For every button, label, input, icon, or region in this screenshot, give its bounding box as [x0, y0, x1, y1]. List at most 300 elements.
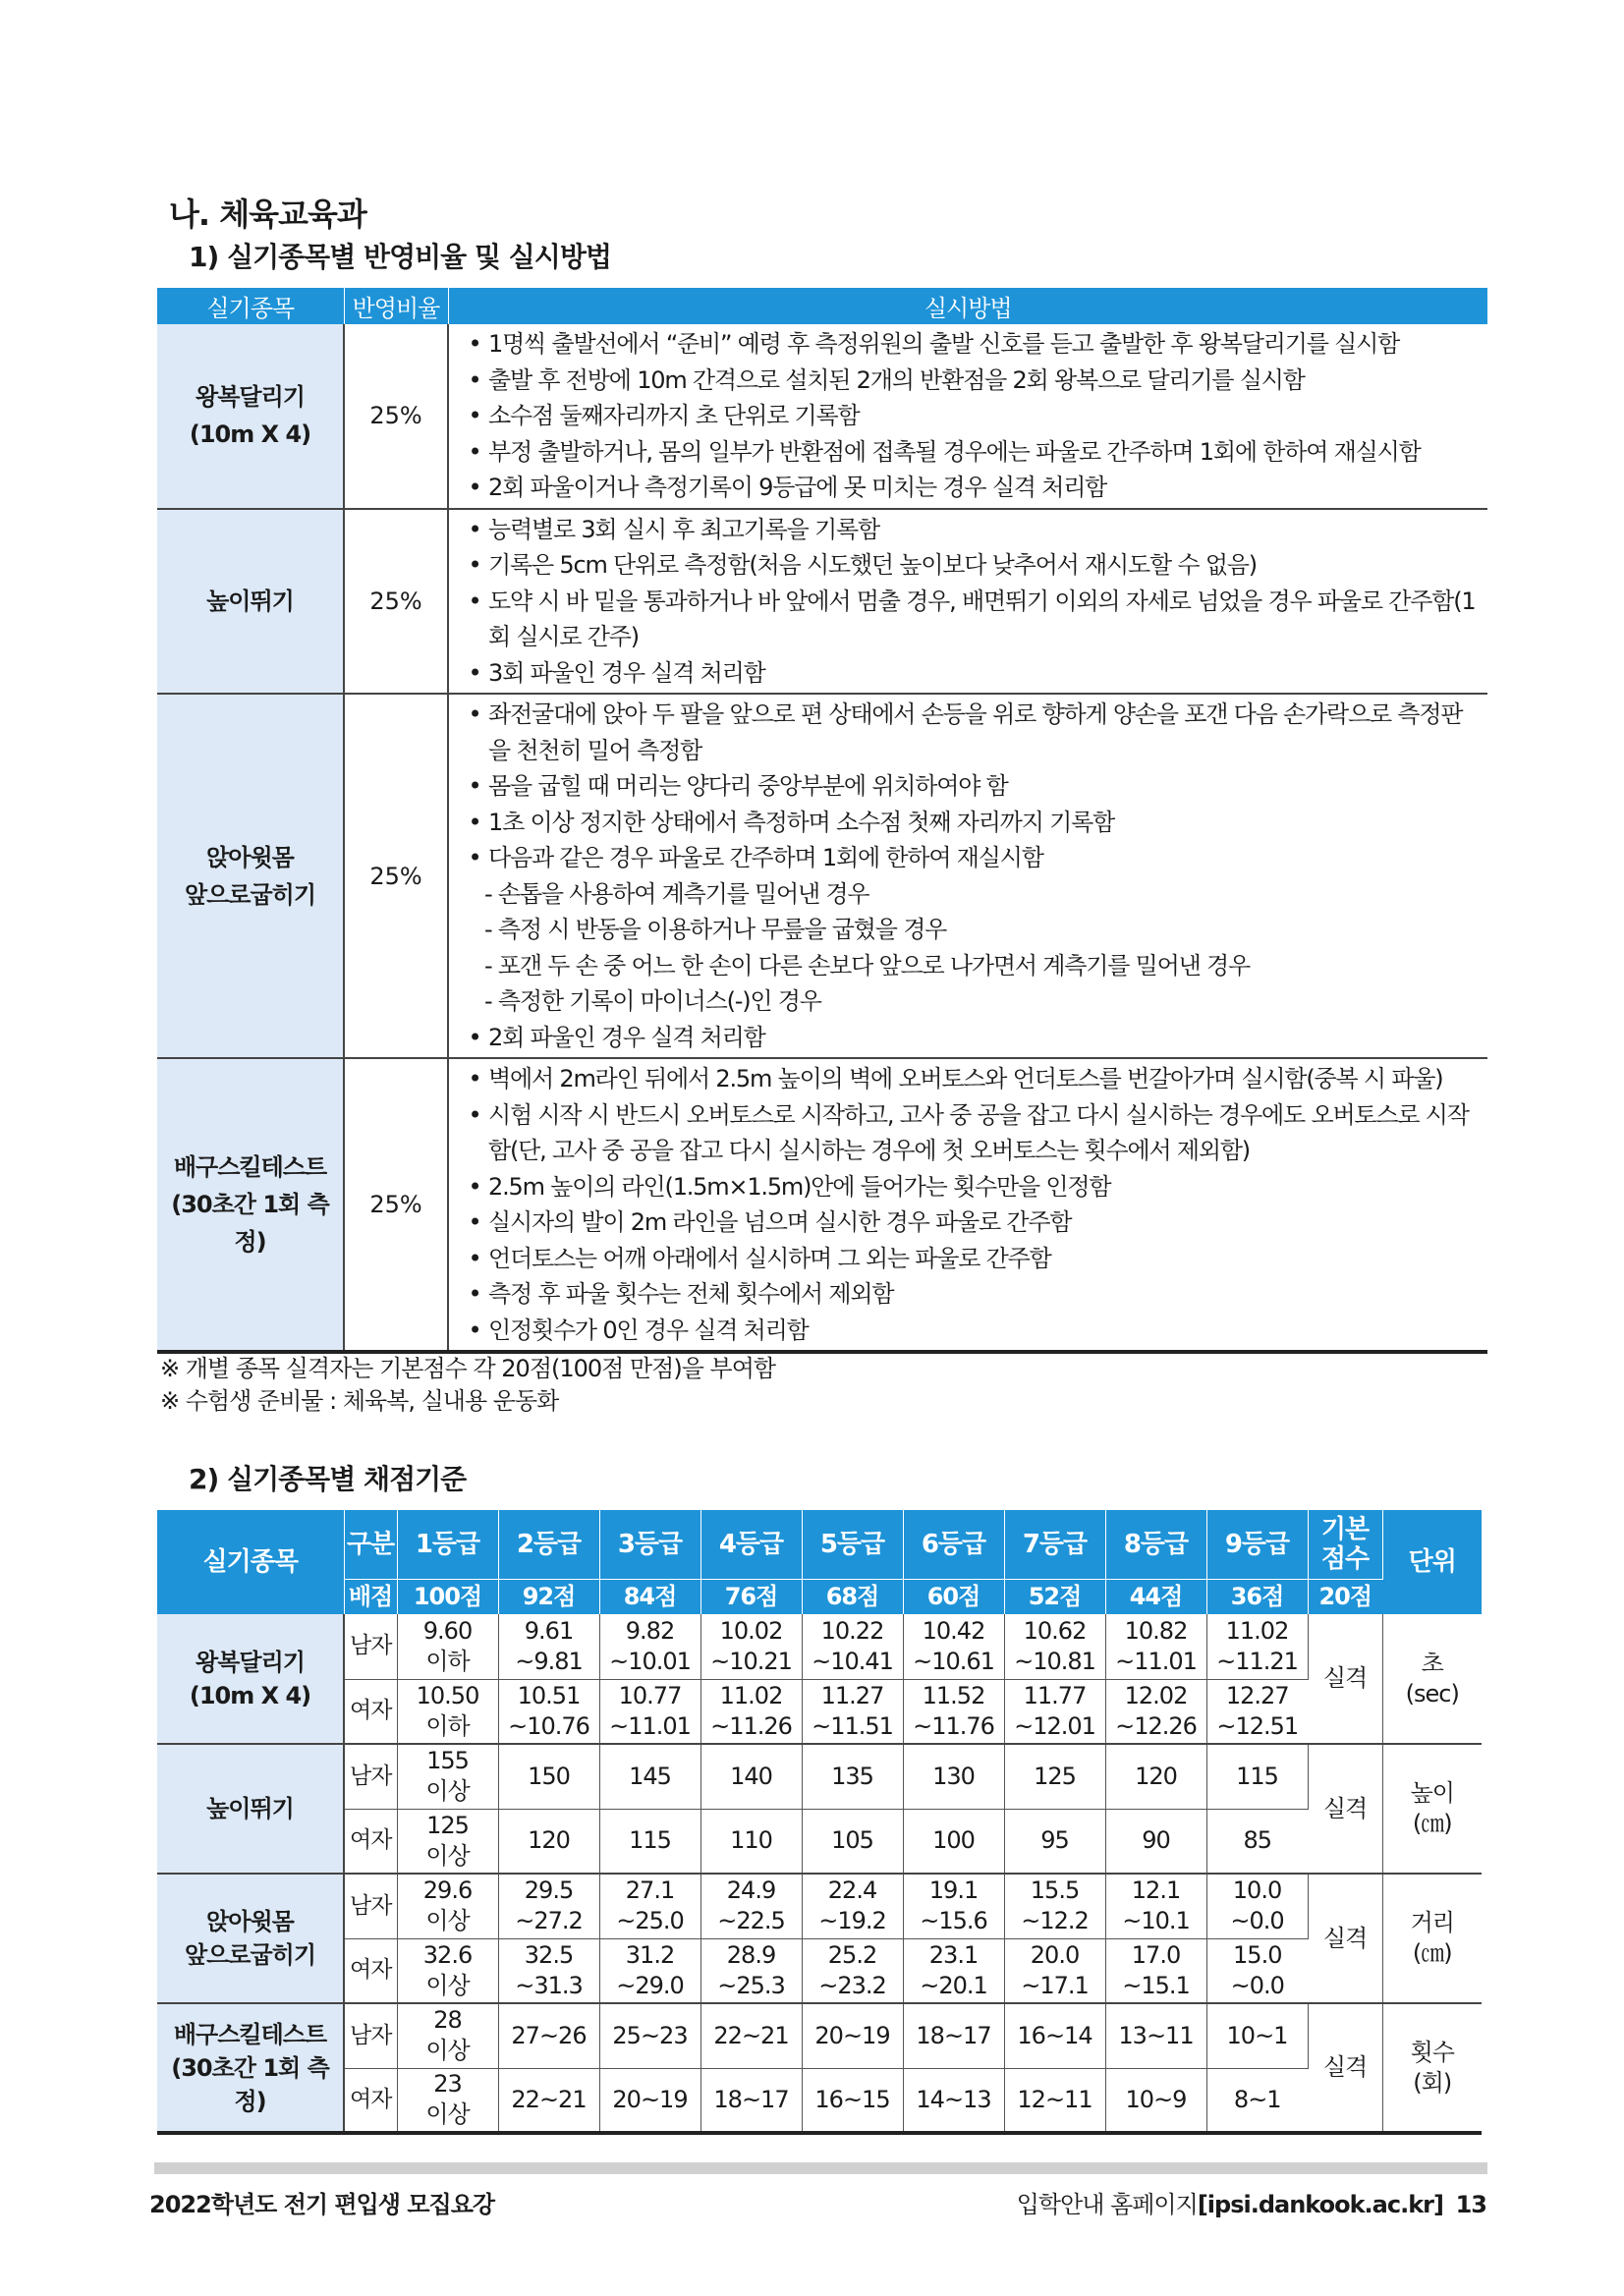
methods-table	[157, 288, 1487, 1354]
grade-cell	[1004, 2068, 1105, 2133]
base-score: 실격	[1308, 2003, 1382, 2133]
grade-cell	[1206, 2068, 1308, 2133]
grade-value: 이상	[425, 2100, 470, 2129]
grade-value: 16~14	[1017, 2021, 1092, 2049]
grade-value: 10.42	[922, 1616, 985, 1645]
sex-label: 남자	[344, 1874, 397, 1938]
grade-value: 12.1	[1131, 1876, 1181, 1905]
subsection-title-scoring: 2) 실기종목별 채점기준	[189, 1463, 467, 1495]
event-name-line: (10m X 4)	[189, 420, 311, 449]
grade-cell	[397, 1679, 498, 1744]
grade-cell	[1105, 1744, 1206, 1809]
grade-value: 9.61	[524, 1616, 574, 1645]
grade-value: 32.5	[524, 1940, 574, 1969]
base-score: 실격	[1308, 1614, 1382, 1744]
grade-cell	[903, 2068, 1004, 2133]
header-method: 실시방법	[448, 288, 1487, 324]
grade-value: ~11.01	[609, 1711, 691, 1740]
grade-value: 115	[629, 1826, 671, 1855]
unit-cell	[1382, 1614, 1482, 1744]
grade-value: ~23.2	[818, 1971, 886, 1999]
grade-cell	[802, 2068, 903, 2133]
scoring-header-grades	[157, 1510, 1482, 1579]
subsection-title-methods: 1) 실기종목별 반영비율 및 실시방법	[189, 241, 611, 273]
notes	[160, 1353, 775, 1418]
scoring-row	[157, 1938, 1482, 2003]
footer-site-url[interactable]: [ipsi.dankook.ac.kr]	[1197, 2191, 1443, 2218]
grade-cell	[498, 1614, 599, 1679]
method-bullet: • 언더토스는 어깨 아래에서 실시하며 그 외는 파울로 간주함	[461, 1241, 1478, 1277]
grade-cell	[1004, 1614, 1105, 1679]
event-name	[157, 324, 344, 509]
header-points: 36점	[1206, 1579, 1308, 1614]
method-row	[157, 694, 1487, 1058]
footer-site-label: 입학안내 홈페이지	[1016, 2191, 1198, 2218]
scoring-row	[157, 2068, 1482, 2133]
method-bullet: • 능력별로 3회 실시 후 최고기록을 기록함	[461, 512, 1478, 548]
grade-value: 10.62	[1023, 1616, 1087, 1645]
grade-value: 14~13	[916, 2085, 991, 2113]
grade-cell	[1004, 1744, 1105, 1809]
scoring-row	[157, 1679, 1482, 1744]
grade-cell	[1004, 2003, 1105, 2068]
grade-cell	[599, 1809, 700, 1874]
method-sub-item: - 포갠 두 손 중 어느 한 손이 다른 손보다 앞으로 나가면서 계측기를 밀어낸 경우	[484, 951, 1250, 980]
method-bullet: • 2회 파울인 경우 실격 처리함	[461, 1020, 1478, 1056]
grade-cell	[903, 1679, 1004, 1744]
grade-cell	[1206, 1938, 1308, 2003]
grade-value: ~10.21	[710, 1647, 792, 1675]
method-row	[157, 509, 1487, 695]
grade-cell	[802, 2003, 903, 2068]
header-grade: 6등급	[903, 1510, 1004, 1579]
event-name-line: 앞으로굽히기	[184, 880, 316, 909]
grade-value: 10.82	[1124, 1616, 1188, 1645]
grade-cell	[1105, 1679, 1206, 1744]
grade-value: 22~21	[511, 2085, 587, 2113]
header-points: 52점	[1004, 1579, 1105, 1614]
method-row	[157, 324, 1487, 509]
grade-value: 이상	[425, 2037, 470, 2065]
event-name-line: 배구스킬테스트	[173, 2020, 327, 2048]
grade-value: 9.60	[422, 1616, 473, 1645]
scoring-row	[157, 1809, 1482, 1874]
section-title: 나. 체육교육과	[169, 196, 366, 233]
scoring-row	[157, 1614, 1482, 1679]
header-points: 84점	[599, 1579, 700, 1614]
grade-value: 20~19	[612, 2085, 688, 2113]
unit-cell	[1382, 1874, 1482, 2003]
grade-cell	[599, 2003, 700, 2068]
event-name-line: 왕복달리기	[196, 383, 305, 412]
grade-cell	[1105, 1614, 1206, 1679]
method-bullet: • 소수점 둘째자리까지 초 단위로 기록함	[461, 398, 1478, 434]
unit-line: (㎝)	[1412, 1939, 1452, 1967]
event-name-line: 왕복달리기	[196, 1648, 305, 1676]
grade-value: 22.4	[827, 1876, 877, 1905]
header-points: 68점	[802, 1579, 903, 1614]
header-event: 실기종목	[157, 1510, 344, 1614]
grade-cell	[1206, 2003, 1308, 2068]
event-name	[157, 1744, 344, 1874]
grade-value: ~10.61	[913, 1647, 994, 1675]
grade-value: 22~21	[713, 2021, 789, 2049]
grade-value: ~29.0	[616, 1971, 684, 1999]
grade-value: 18~17	[713, 2085, 789, 2113]
grade-value: 150	[528, 1762, 570, 1790]
event-name	[157, 1614, 344, 1744]
grade-cell	[802, 1679, 903, 1744]
grade-value: 12.02	[1124, 1681, 1188, 1709]
event-name	[157, 1058, 344, 1352]
grade-cell	[599, 1744, 700, 1809]
grade-cell	[498, 1744, 599, 1809]
grade-value: 105	[831, 1826, 873, 1855]
header-grade: 9등급	[1206, 1510, 1308, 1579]
header-points: 60점	[903, 1579, 1004, 1614]
grade-cell	[903, 2003, 1004, 2068]
event-name-line: 앞으로굽히기	[184, 1941, 316, 1969]
header-grade: 4등급	[700, 1510, 802, 1579]
grade-value: ~15.6	[920, 1907, 987, 1935]
header-base-points: 20점	[1308, 1579, 1382, 1614]
grade-cell	[397, 2003, 498, 2068]
unit-line: 초	[1421, 1649, 1443, 1677]
method-bullet: • 도약 시 바 밑을 통과하거나 바 앞에서 멈출 경우, 배면뛰기 이외의 자세로 넘었을 경우 파울로 간주함(1회 실시로 간주)	[461, 584, 1478, 655]
grade-value: ~11.26	[710, 1711, 792, 1740]
grade-value: 29.6	[422, 1876, 473, 1905]
grade-value: 125	[1034, 1762, 1076, 1790]
grade-value: 25.2	[827, 1940, 877, 1969]
grade-value: 28.9	[726, 1940, 776, 1969]
grade-value: 29.5	[524, 1876, 574, 1905]
grade-value: ~10.1	[1122, 1907, 1190, 1935]
grade-value: ~0.0	[1230, 1907, 1284, 1935]
event-name	[157, 694, 344, 1058]
grade-value: 20~19	[814, 2021, 890, 2049]
grade-cell	[1105, 1809, 1206, 1874]
grade-value: 32.6	[422, 1940, 473, 1969]
scoring-table	[157, 1510, 1482, 2135]
grade-cell	[397, 1874, 498, 1938]
base-score: 실격	[1308, 1744, 1382, 1874]
grade-value: 135	[831, 1762, 873, 1790]
grade-cell	[1206, 1614, 1308, 1679]
header-points: 76점	[700, 1579, 802, 1614]
grade-cell	[1105, 1938, 1206, 2003]
grade-value: 25~23	[612, 2021, 688, 2049]
grade-value: ~15.1	[1122, 1971, 1190, 1999]
sex-label: 여자	[344, 2068, 397, 2133]
grade-value: 145	[629, 1762, 671, 1790]
grade-cell	[599, 2068, 700, 2133]
method-sub-item: - 손톱을 사용하여 계측기를 밀어낸 경우	[484, 879, 869, 908]
grade-cell	[498, 1679, 599, 1744]
grade-value: ~11.01	[1115, 1647, 1197, 1675]
grade-cell	[498, 2068, 599, 2133]
sex-label: 여자	[344, 1679, 397, 1744]
grade-value: ~10.41	[812, 1647, 893, 1675]
grade-value: ~11.21	[1216, 1647, 1298, 1675]
grade-value: ~17.1	[1021, 1971, 1089, 1999]
unit-line: (㎝)	[1412, 1810, 1452, 1837]
grade-cell	[1206, 1874, 1308, 1938]
base-score: 실격	[1308, 1874, 1382, 2003]
grade-cell	[397, 1744, 498, 1809]
grade-cell	[397, 1938, 498, 2003]
ratio-value: 25%	[344, 324, 448, 509]
method-bullet: • 실시자의 발이 2m 라인을 넘으며 실시한 경우 파울로 간주함	[461, 1204, 1478, 1241]
scoring-header-points	[157, 1579, 1482, 1614]
unit-cell	[1382, 2003, 1482, 2133]
grade-value: 11.27	[820, 1681, 884, 1709]
grade-cell	[700, 1938, 802, 2003]
grade-value: 9.82	[625, 1616, 675, 1645]
grade-cell	[802, 1874, 903, 1938]
event-name-line: 앉아윗몸	[206, 843, 294, 871]
grade-value: ~19.2	[818, 1907, 886, 1935]
grade-cell	[802, 1809, 903, 1874]
method-row	[157, 1058, 1487, 1352]
grade-cell	[599, 1874, 700, 1938]
method-list	[448, 324, 1487, 509]
header-grade: 3등급	[599, 1510, 700, 1579]
grade-value: 이하	[425, 1647, 470, 1675]
grade-value: ~25.0	[616, 1907, 684, 1935]
method-bullet: • 기록은 5cm 단위로 측정함(처음 시도했던 높이보다 낮추어서 재시도할 수 없음)	[461, 547, 1478, 584]
grade-value: ~11.51	[812, 1711, 893, 1740]
event-name-line: 높이뛰기	[206, 1795, 294, 1822]
grade-cell	[397, 1809, 498, 1874]
grade-cell	[397, 2068, 498, 2133]
sex-label: 여자	[344, 1938, 397, 2003]
grade-value: 90	[1142, 1826, 1170, 1855]
header-points: 44점	[1105, 1579, 1206, 1614]
footer-title: 2022학년도 전기 편입생 모집요강	[149, 2191, 495, 2218]
grade-cell	[1105, 2068, 1206, 2133]
event-name-line: (10m X 4)	[189, 1681, 311, 1709]
grade-cell	[1105, 1874, 1206, 1938]
method-bullet: • 1초 이상 정지한 상태에서 측정하며 소수점 첫째 자리까지 기록함	[461, 805, 1478, 841]
grade-value: ~0.0	[1230, 1971, 1284, 1999]
event-name	[157, 1874, 344, 2003]
method-list	[448, 1058, 1487, 1352]
grade-value: ~25.3	[717, 1971, 785, 1999]
grade-value: 155	[426, 1747, 469, 1775]
scoring-row	[157, 1744, 1482, 1809]
grade-value: 95	[1040, 1826, 1069, 1855]
grade-value: 10.51	[517, 1681, 581, 1709]
grade-value: ~12.2	[1021, 1907, 1089, 1935]
grade-value: 10.50	[416, 1681, 479, 1709]
sex-label: 남자	[344, 1614, 397, 1679]
grade-value: 이상	[425, 1777, 470, 1806]
method-bullet: • 좌전굴대에 앉아 두 팔을 앞으로 편 상태에서 손등을 위로 향하게 양손을 포갠 다음 손가락으로 측정판을 천천히 밀어 측정함	[461, 697, 1478, 768]
grade-value: 이상	[425, 1841, 470, 1870]
method-bullet: • 부정 출발하거나, 몸의 일부가 반환점에 접촉될 경우에는 파울로 간주하며 1회에 한하여 재실시함	[461, 434, 1478, 471]
header-unit: 단위	[1382, 1510, 1482, 1614]
ratio-value: 25%	[344, 1058, 448, 1352]
sex-label: 여자	[344, 1809, 397, 1874]
footer-site	[1017, 2185, 1486, 2219]
grade-cell	[700, 1809, 802, 1874]
methods-table-header	[157, 288, 1487, 324]
grade-value: ~9.81	[515, 1647, 583, 1675]
grade-value: 13~11	[1118, 2021, 1194, 2049]
grade-cell	[1004, 1679, 1105, 1744]
header-grade: 8등급	[1105, 1510, 1206, 1579]
grade-cell	[700, 1679, 802, 1744]
grade-value: 110	[730, 1826, 772, 1855]
grade-value: 27~26	[511, 2021, 587, 2049]
grade-value: 20.0	[1030, 1940, 1080, 1969]
grade-value: 10.77	[618, 1681, 682, 1709]
grade-value: 이상	[425, 1971, 470, 1999]
grade-value: 18~17	[916, 2021, 991, 2049]
grade-cell	[397, 1614, 498, 1679]
event-name	[157, 2003, 344, 2133]
header-points: 100점	[397, 1579, 498, 1614]
grade-cell	[1206, 1744, 1308, 1809]
grade-value: ~12.01	[1014, 1711, 1095, 1740]
grade-value: 이하	[425, 1711, 470, 1740]
grade-value: ~22.5	[717, 1907, 785, 1935]
grade-cell	[498, 1938, 599, 2003]
scoring-row	[157, 2003, 1482, 2068]
grade-value: 10.22	[820, 1616, 884, 1645]
method-bullet: • 벽에서 2m라인 뒤에서 2.5m 높이의 벽에 오버토스와 언더토스를 번갈아가며 실시함(중복 시 파울)	[461, 1061, 1478, 1097]
method-bullet: • 인정횟수가 0인 경우 실격 처리함	[461, 1313, 1478, 1349]
method-list	[448, 509, 1487, 695]
grade-value: 19.1	[928, 1876, 979, 1905]
method-list	[448, 694, 1487, 1058]
event-name-line: (30초간 1회 측정)	[171, 1191, 329, 1256]
method-bullet: • 측정 후 파울 횟수는 전체 횟수에서 제외함	[461, 1276, 1478, 1313]
header-points: 92점	[498, 1579, 599, 1614]
grade-cell	[498, 1809, 599, 1874]
grade-value: 130	[932, 1762, 975, 1790]
method-bullet: • 출발 후 전방에 10m 간격으로 설치된 2개의 반환점을 2회 왕복으로 달리기를 실시함	[461, 363, 1478, 399]
header-grade: 5등급	[802, 1510, 903, 1579]
scoring-row	[157, 1874, 1482, 1938]
ratio-value: 25%	[344, 509, 448, 695]
grade-value: 15.0	[1233, 1940, 1282, 1969]
grade-value: 28	[433, 2006, 462, 2035]
grade-cell	[903, 1938, 1004, 2003]
grade-cell	[1004, 1938, 1105, 2003]
grade-cell	[1105, 2003, 1206, 2068]
grade-value: ~12.26	[1115, 1711, 1197, 1740]
grade-value: 11.02	[1225, 1616, 1289, 1645]
method-bullet: • 3회 파울인 경우 실격 처리함	[461, 655, 1478, 692]
ratio-value: 25%	[344, 694, 448, 1058]
sex-label: 남자	[344, 2003, 397, 2068]
grade-cell	[802, 1744, 903, 1809]
header-gubun: 구분	[344, 1510, 397, 1579]
method-bullet: • 1명씩 출발선에서 “준비” 예령 후 측정위원의 출발 신호를 듣고 출발한 후 왕복달리기를 실시함	[461, 326, 1478, 363]
event-name	[157, 509, 344, 695]
grade-value: 17.0	[1131, 1940, 1181, 1969]
method-sub-item: - 측정한 기록이 마이너스(-)인 경우	[484, 987, 821, 1015]
header-ratio: 반영비율	[344, 288, 448, 324]
grade-value: 120	[1135, 1762, 1177, 1790]
grade-value: 이상	[425, 1907, 470, 1935]
grade-value: 10.02	[719, 1616, 783, 1645]
grade-cell	[1206, 1809, 1308, 1874]
unit-line: (회)	[1413, 2068, 1452, 2097]
grade-value: 100	[932, 1826, 975, 1855]
grade-value: ~12.51	[1216, 1711, 1299, 1740]
grade-value: 12.27	[1225, 1681, 1289, 1709]
grade-cell	[700, 1614, 802, 1679]
note-line: ※ 수험생 준비물 : 체육복, 실내용 운동화	[160, 1387, 559, 1415]
method-bullet: • 2.5m 높이의 라인(1.5m×1.5m)안에 들어가는 횟수만을 인정함	[461, 1169, 1478, 1205]
grade-value: 11.52	[922, 1681, 985, 1709]
unit-line: 횟수	[1410, 2038, 1454, 2066]
header-event: 실기종목	[157, 288, 344, 324]
grade-cell	[903, 1744, 1004, 1809]
method-bullet: • 몸을 굽힐 때 머리는 양다리 중앙부분에 위치하여야 함	[461, 768, 1478, 805]
header-baejeom: 배점	[344, 1579, 397, 1614]
grade-cell	[498, 1874, 599, 1938]
event-name-line: (30초간 1회 측정)	[171, 2053, 329, 2115]
method-sub-item: - 측정 시 반동을 이용하거나 무릎을 굽혔을 경우	[484, 916, 947, 943]
grade-cell	[700, 1744, 802, 1809]
grade-value: 115	[1236, 1762, 1278, 1790]
grade-value: ~20.1	[920, 1971, 987, 1999]
grade-value: 10.0	[1232, 1876, 1282, 1905]
grade-value: 16~15	[814, 2085, 890, 2113]
grade-cell	[599, 1614, 700, 1679]
grade-cell	[802, 1938, 903, 2003]
grade-value: ~27.2	[515, 1907, 583, 1935]
unit-line: (sec)	[1405, 1679, 1459, 1708]
page-number: 13	[1455, 2191, 1486, 2218]
grade-cell	[1206, 1679, 1308, 1744]
grade-cell	[903, 1874, 1004, 1938]
grade-value: ~10.76	[508, 1711, 589, 1740]
grade-value: 8~1	[1233, 2085, 1281, 2113]
method-bullet: • 다음과 같은 경우 파울로 간주하며 1회에 한하여 재실시함	[461, 840, 1478, 876]
grade-value: 125	[426, 1811, 469, 1839]
grade-value: 23.1	[928, 1940, 979, 1969]
sex-label: 남자	[344, 1744, 397, 1809]
grade-value: 11.02	[719, 1681, 783, 1709]
grade-cell	[1004, 1874, 1105, 1938]
header-grade: 7등급	[1004, 1510, 1105, 1579]
unit-cell	[1382, 1744, 1482, 1874]
grade-value: ~11.76	[913, 1711, 994, 1740]
grade-value: ~10.81	[1014, 1647, 1095, 1675]
grade-value: 140	[730, 1762, 772, 1790]
unit-line: 높이	[1410, 1779, 1454, 1807]
grade-cell	[802, 1614, 903, 1679]
grade-cell	[700, 1874, 802, 1938]
grade-value: ~31.3	[515, 1971, 583, 1999]
grade-value: 120	[528, 1826, 570, 1855]
header-grade: 2등급	[498, 1510, 599, 1579]
unit-line: 거리	[1410, 1909, 1454, 1936]
grade-value: 27.1	[625, 1876, 675, 1905]
grade-value: 23	[433, 2070, 462, 2099]
event-name-line: 앉아윗몸	[206, 1908, 294, 1935]
event-name-line: 높이뛰기	[206, 587, 294, 615]
grade-value: 12~11	[1017, 2085, 1092, 2113]
note-line: ※ 개별 종목 실격자는 기본점수 각 20점(100점 만점)을 부여함	[160, 1355, 776, 1382]
grade-cell	[1004, 1809, 1105, 1874]
grade-cell	[498, 2003, 599, 2068]
grade-value: 10~9	[1125, 2085, 1187, 2113]
